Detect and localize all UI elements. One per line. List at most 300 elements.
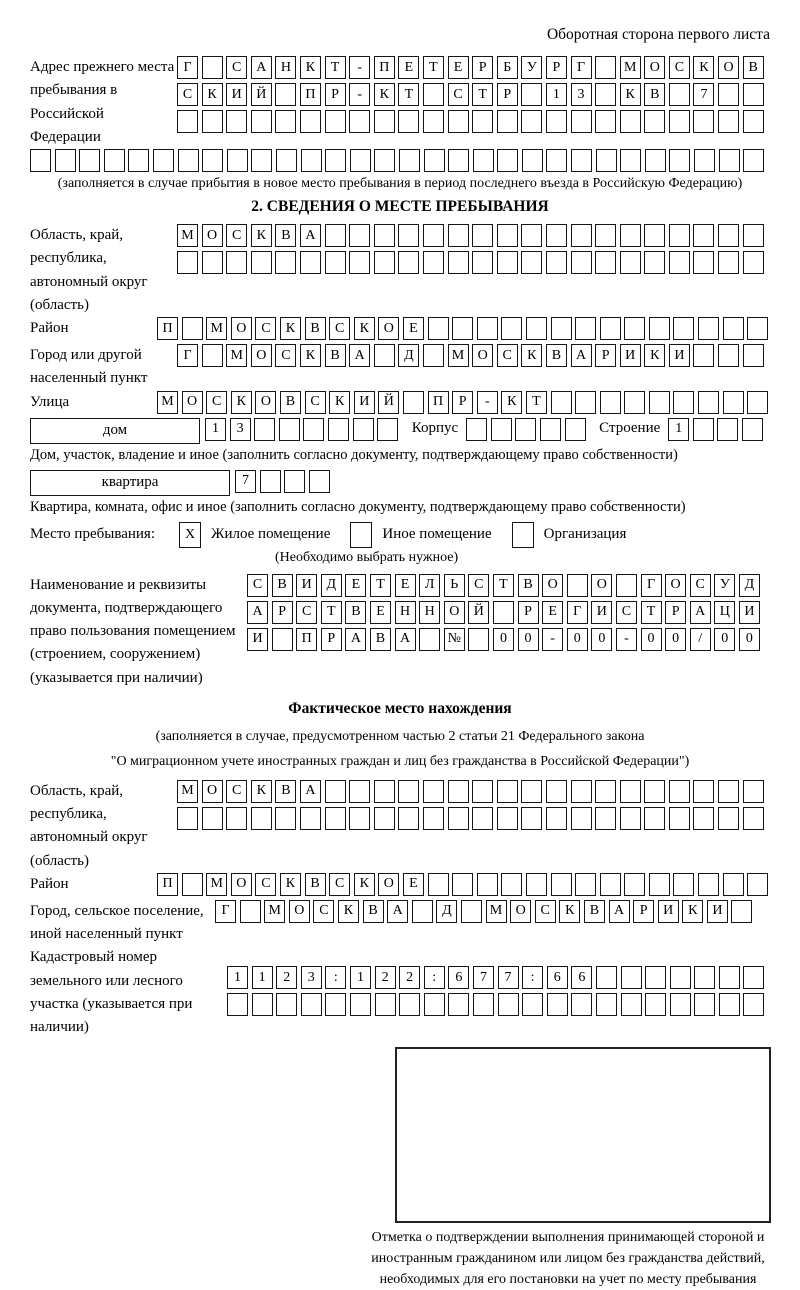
char-box[interactable]	[202, 149, 223, 172]
char-box[interactable]: О	[251, 344, 272, 367]
char-box[interactable]	[497, 807, 518, 830]
char-box[interactable]: Г	[215, 900, 236, 923]
char-box[interactable]	[742, 418, 763, 441]
char-box[interactable]: Г	[177, 56, 198, 79]
char-box[interactable]	[546, 807, 567, 830]
char-box[interactable]	[497, 251, 518, 274]
char-box[interactable]: Р	[518, 601, 539, 624]
char-box[interactable]	[571, 149, 592, 172]
char-box[interactable]: В	[305, 317, 326, 340]
char-box[interactable]: К	[501, 391, 522, 414]
char-box[interactable]	[55, 149, 76, 172]
char-box[interactable]: К	[354, 317, 375, 340]
char-box[interactable]	[497, 224, 518, 247]
char-box[interactable]: Р	[321, 628, 342, 651]
char-box[interactable]: К	[693, 56, 714, 79]
char-box[interactable]: 3	[301, 966, 322, 989]
char-box[interactable]	[624, 317, 645, 340]
char-box[interactable]	[547, 993, 568, 1016]
char-box[interactable]: М	[177, 780, 198, 803]
char-box[interactable]: О	[510, 900, 531, 923]
char-box[interactable]	[718, 224, 739, 247]
char-box[interactable]	[719, 966, 740, 989]
char-box[interactable]: О	[542, 574, 563, 597]
char-box[interactable]	[424, 993, 445, 1016]
char-box[interactable]: А	[345, 628, 366, 651]
char-box[interactable]	[624, 391, 645, 414]
char-box[interactable]	[546, 110, 567, 133]
char-box[interactable]	[620, 780, 641, 803]
char-box[interactable]: 0	[591, 628, 612, 651]
char-box[interactable]	[466, 418, 487, 441]
char-box[interactable]: У	[714, 574, 735, 597]
char-box[interactable]	[423, 344, 444, 367]
char-box[interactable]: 1	[546, 83, 567, 106]
char-box[interactable]	[497, 110, 518, 133]
char-box[interactable]	[565, 418, 586, 441]
char-box[interactable]	[424, 149, 445, 172]
char-box[interactable]	[540, 418, 561, 441]
char-box[interactable]	[448, 110, 469, 133]
char-box[interactable]	[497, 149, 518, 172]
char-box[interactable]: Р	[452, 391, 473, 414]
char-box[interactable]	[571, 110, 592, 133]
char-box[interactable]: С	[296, 601, 317, 624]
char-box[interactable]: П	[157, 873, 178, 896]
char-box[interactable]: 6	[448, 966, 469, 989]
char-box[interactable]	[30, 149, 51, 172]
char-box[interactable]: :	[424, 966, 445, 989]
char-box[interactable]	[300, 807, 321, 830]
char-box[interactable]: С	[690, 574, 711, 597]
char-box[interactable]: 0	[567, 628, 588, 651]
char-box[interactable]: Л	[419, 574, 440, 597]
char-box[interactable]	[645, 149, 666, 172]
char-box[interactable]: С	[448, 83, 469, 106]
char-box[interactable]	[747, 317, 768, 340]
char-box[interactable]: В	[345, 601, 366, 624]
char-box[interactable]	[620, 224, 641, 247]
char-box[interactable]: А	[300, 780, 321, 803]
char-box[interactable]: П	[157, 317, 178, 340]
char-box[interactable]	[669, 224, 690, 247]
char-box[interactable]	[526, 317, 547, 340]
char-box[interactable]: №	[444, 628, 465, 651]
char-box[interactable]	[374, 344, 395, 367]
char-box[interactable]: О	[231, 873, 252, 896]
char-box[interactable]	[325, 224, 346, 247]
char-box[interactable]	[301, 993, 322, 1016]
char-box[interactable]	[571, 780, 592, 803]
char-box[interactable]	[461, 900, 482, 923]
char-box[interactable]: -	[349, 83, 370, 106]
char-box[interactable]	[719, 993, 740, 1016]
char-box[interactable]	[673, 317, 694, 340]
char-box[interactable]: -	[542, 628, 563, 651]
char-box[interactable]	[743, 807, 764, 830]
char-box[interactable]	[644, 780, 665, 803]
char-box[interactable]: В	[325, 344, 346, 367]
char-box[interactable]	[546, 224, 567, 247]
char-box[interactable]: К	[620, 83, 641, 106]
char-box[interactable]	[472, 807, 493, 830]
char-box[interactable]: В	[275, 780, 296, 803]
char-box[interactable]	[693, 807, 714, 830]
char-box[interactable]	[227, 149, 248, 172]
char-box[interactable]: 2	[399, 966, 420, 989]
char-box[interactable]	[567, 574, 588, 597]
char-box[interactable]: М	[206, 317, 227, 340]
char-box[interactable]: В	[272, 574, 293, 597]
char-box[interactable]	[251, 110, 272, 133]
char-box[interactable]	[448, 149, 469, 172]
char-box[interactable]	[718, 780, 739, 803]
char-box[interactable]: С	[247, 574, 268, 597]
char-box[interactable]	[595, 224, 616, 247]
char-box[interactable]	[350, 993, 371, 1016]
char-box[interactable]	[747, 391, 768, 414]
char-box[interactable]	[620, 807, 641, 830]
char-box[interactable]: К	[374, 83, 395, 106]
char-box[interactable]: Д	[739, 574, 760, 597]
char-box[interactable]: В	[275, 224, 296, 247]
char-box[interactable]	[448, 807, 469, 830]
char-box[interactable]	[423, 83, 444, 106]
char-box[interactable]: В	[743, 56, 764, 79]
char-box[interactable]: И	[247, 628, 268, 651]
char-box[interactable]	[571, 807, 592, 830]
char-box[interactable]	[595, 56, 616, 79]
char-box[interactable]	[501, 317, 522, 340]
char-box[interactable]: 1	[252, 966, 273, 989]
char-box[interactable]: М	[486, 900, 507, 923]
char-box[interactable]	[177, 807, 198, 830]
char-box[interactable]: :	[522, 966, 543, 989]
char-box[interactable]	[723, 391, 744, 414]
char-box[interactable]: О	[255, 391, 276, 414]
char-box[interactable]	[276, 149, 297, 172]
char-box[interactable]	[698, 317, 719, 340]
char-box[interactable]	[673, 873, 694, 896]
char-box[interactable]	[698, 873, 719, 896]
char-box[interactable]: Р	[472, 56, 493, 79]
char-box[interactable]	[177, 110, 198, 133]
char-box[interactable]: С	[669, 56, 690, 79]
char-box[interactable]	[719, 149, 740, 172]
char-box[interactable]: О	[665, 574, 686, 597]
char-box[interactable]: М	[226, 344, 247, 367]
char-box[interactable]: В	[584, 900, 605, 923]
char-box[interactable]: И	[226, 83, 247, 106]
char-box[interactable]	[374, 224, 395, 247]
char-box[interactable]: -	[349, 56, 370, 79]
char-box[interactable]	[723, 317, 744, 340]
char-box[interactable]: 1	[350, 966, 371, 989]
char-box[interactable]: С	[313, 900, 334, 923]
char-box[interactable]	[153, 149, 174, 172]
char-box[interactable]: 0	[493, 628, 514, 651]
char-box[interactable]: А	[247, 601, 268, 624]
stay-type-checkbox-other[interactable]	[350, 522, 372, 548]
char-box[interactable]	[624, 873, 645, 896]
char-box[interactable]: 7	[473, 966, 494, 989]
char-box[interactable]	[104, 149, 125, 172]
char-box[interactable]	[718, 344, 739, 367]
char-box[interactable]	[743, 344, 764, 367]
char-box[interactable]	[693, 780, 714, 803]
char-box[interactable]	[595, 780, 616, 803]
char-box[interactable]: А	[571, 344, 592, 367]
char-box[interactable]: В	[280, 391, 301, 414]
char-box[interactable]	[398, 780, 419, 803]
char-box[interactable]	[693, 110, 714, 133]
char-box[interactable]: М	[177, 224, 198, 247]
char-box[interactable]	[620, 251, 641, 274]
char-box[interactable]: О	[591, 574, 612, 597]
char-box[interactable]: 2	[276, 966, 297, 989]
char-box[interactable]	[731, 900, 752, 923]
char-box[interactable]	[669, 251, 690, 274]
char-box[interactable]	[226, 110, 247, 133]
char-box[interactable]	[375, 993, 396, 1016]
char-box[interactable]: А	[251, 56, 272, 79]
char-box[interactable]: Д	[398, 344, 419, 367]
char-box[interactable]	[694, 993, 715, 1016]
char-box[interactable]	[595, 110, 616, 133]
char-box[interactable]: С	[468, 574, 489, 597]
char-box[interactable]	[498, 993, 519, 1016]
char-box[interactable]: Е	[370, 601, 391, 624]
char-box[interactable]	[698, 391, 719, 414]
char-box[interactable]	[595, 83, 616, 106]
char-box[interactable]	[522, 149, 543, 172]
char-box[interactable]: П	[300, 83, 321, 106]
char-box[interactable]	[240, 900, 261, 923]
char-box[interactable]	[616, 574, 637, 597]
char-box[interactable]: 1	[205, 418, 226, 441]
char-box[interactable]	[202, 56, 223, 79]
char-box[interactable]	[301, 149, 322, 172]
char-box[interactable]: К	[644, 344, 665, 367]
char-box[interactable]: Н	[419, 601, 440, 624]
char-box[interactable]: И	[591, 601, 612, 624]
char-box[interactable]: Т	[325, 56, 346, 79]
char-box[interactable]	[472, 110, 493, 133]
char-box[interactable]: 2	[375, 966, 396, 989]
stay-type-checkbox-residential[interactable]: X	[179, 522, 201, 548]
char-box[interactable]	[349, 224, 370, 247]
char-box[interactable]: О	[472, 344, 493, 367]
char-box[interactable]: :	[325, 966, 346, 989]
char-box[interactable]: А	[395, 628, 416, 651]
char-box[interactable]: К	[682, 900, 703, 923]
char-box[interactable]: К	[231, 391, 252, 414]
char-box[interactable]: Й	[251, 83, 272, 106]
char-box[interactable]	[325, 251, 346, 274]
char-box[interactable]	[694, 966, 715, 989]
char-box[interactable]: И	[620, 344, 641, 367]
char-box[interactable]	[177, 251, 198, 274]
house-field-label-box[interactable]: дом	[30, 418, 200, 444]
char-box[interactable]: С	[616, 601, 637, 624]
char-box[interactable]: В	[644, 83, 665, 106]
char-box[interactable]	[423, 807, 444, 830]
char-box[interactable]	[472, 224, 493, 247]
char-box[interactable]: В	[518, 574, 539, 597]
char-box[interactable]	[645, 966, 666, 989]
char-box[interactable]: О	[182, 391, 203, 414]
char-box[interactable]	[595, 807, 616, 830]
char-box[interactable]: 7	[693, 83, 714, 106]
char-box[interactable]	[300, 251, 321, 274]
char-box[interactable]	[649, 391, 670, 414]
char-box[interactable]	[226, 807, 247, 830]
char-box[interactable]	[128, 149, 149, 172]
char-box[interactable]: И	[296, 574, 317, 597]
char-box[interactable]: С	[226, 224, 247, 247]
char-box[interactable]	[718, 807, 739, 830]
char-box[interactable]: Т	[641, 601, 662, 624]
char-box[interactable]: О	[231, 317, 252, 340]
char-box[interactable]	[644, 251, 665, 274]
char-box[interactable]	[428, 873, 449, 896]
char-box[interactable]	[491, 418, 512, 441]
char-box[interactable]	[398, 251, 419, 274]
char-box[interactable]: В	[305, 873, 326, 896]
char-box[interactable]	[328, 418, 349, 441]
char-box[interactable]	[260, 470, 281, 493]
char-box[interactable]: 0	[641, 628, 662, 651]
char-box[interactable]	[374, 149, 395, 172]
char-box[interactable]	[374, 807, 395, 830]
char-box[interactable]: 7	[498, 966, 519, 989]
char-box[interactable]	[596, 993, 617, 1016]
char-box[interactable]: О	[378, 317, 399, 340]
char-box[interactable]: Т	[526, 391, 547, 414]
char-box[interactable]	[472, 251, 493, 274]
char-box[interactable]	[374, 251, 395, 274]
char-box[interactable]	[546, 251, 567, 274]
char-box[interactable]: 0	[665, 628, 686, 651]
char-box[interactable]	[353, 418, 374, 441]
char-box[interactable]: Р	[272, 601, 293, 624]
char-box[interactable]: Г	[567, 601, 588, 624]
char-box[interactable]	[275, 110, 296, 133]
char-box[interactable]: В	[370, 628, 391, 651]
char-box[interactable]: Е	[403, 317, 424, 340]
char-box[interactable]	[272, 628, 293, 651]
char-box[interactable]	[423, 224, 444, 247]
char-box[interactable]: К	[521, 344, 542, 367]
char-box[interactable]: /	[690, 628, 711, 651]
char-box[interactable]	[202, 807, 223, 830]
char-box[interactable]	[374, 110, 395, 133]
char-box[interactable]: С	[329, 317, 350, 340]
char-box[interactable]	[423, 780, 444, 803]
char-box[interactable]	[644, 224, 665, 247]
char-box[interactable]: -	[616, 628, 637, 651]
char-box[interactable]	[670, 993, 691, 1016]
char-box[interactable]	[251, 149, 272, 172]
char-box[interactable]: М	[448, 344, 469, 367]
char-box[interactable]: М	[264, 900, 285, 923]
char-box[interactable]: В	[363, 900, 384, 923]
char-box[interactable]	[693, 344, 714, 367]
char-box[interactable]	[743, 110, 764, 133]
char-box[interactable]: Р	[665, 601, 686, 624]
char-box[interactable]: Р	[595, 344, 616, 367]
char-box[interactable]: С	[177, 83, 198, 106]
char-box[interactable]	[743, 966, 764, 989]
char-box[interactable]: Е	[542, 601, 563, 624]
char-box[interactable]	[493, 601, 514, 624]
char-box[interactable]	[178, 149, 199, 172]
char-box[interactable]	[501, 873, 522, 896]
char-box[interactable]	[477, 873, 498, 896]
char-box[interactable]	[428, 317, 449, 340]
char-box[interactable]	[325, 110, 346, 133]
char-box[interactable]	[412, 900, 433, 923]
char-box[interactable]	[403, 391, 424, 414]
char-box[interactable]	[595, 251, 616, 274]
char-box[interactable]: Г	[571, 56, 592, 79]
char-box[interactable]	[673, 391, 694, 414]
char-box[interactable]: К	[280, 873, 301, 896]
char-box[interactable]	[600, 391, 621, 414]
char-box[interactable]	[669, 83, 690, 106]
char-box[interactable]: О	[289, 900, 310, 923]
char-box[interactable]	[202, 344, 223, 367]
char-box[interactable]	[551, 391, 572, 414]
char-box[interactable]: И	[354, 391, 375, 414]
char-box[interactable]	[349, 110, 370, 133]
char-box[interactable]	[718, 83, 739, 106]
char-box[interactable]: К	[202, 83, 223, 106]
char-box[interactable]: Е	[345, 574, 366, 597]
char-box[interactable]	[717, 418, 738, 441]
char-box[interactable]: Д	[436, 900, 457, 923]
char-box[interactable]	[694, 149, 715, 172]
char-box[interactable]: А	[349, 344, 370, 367]
char-box[interactable]	[743, 149, 764, 172]
char-box[interactable]	[309, 470, 330, 493]
char-box[interactable]: Н	[395, 601, 416, 624]
char-box[interactable]	[452, 873, 473, 896]
char-box[interactable]: К	[251, 224, 272, 247]
char-box[interactable]	[670, 966, 691, 989]
char-box[interactable]	[621, 966, 642, 989]
char-box[interactable]: К	[300, 56, 321, 79]
char-box[interactable]	[472, 780, 493, 803]
char-box[interactable]: О	[444, 601, 465, 624]
char-box[interactable]	[374, 780, 395, 803]
char-box[interactable]	[521, 780, 542, 803]
char-box[interactable]	[693, 418, 714, 441]
char-box[interactable]	[743, 83, 764, 106]
char-box[interactable]	[693, 224, 714, 247]
char-box[interactable]	[349, 807, 370, 830]
char-box[interactable]: М	[157, 391, 178, 414]
char-box[interactable]	[526, 873, 547, 896]
char-box[interactable]: И	[658, 900, 679, 923]
char-box[interactable]: С	[329, 873, 350, 896]
char-box[interactable]: 0	[714, 628, 735, 651]
char-box[interactable]: 6	[571, 966, 592, 989]
char-box[interactable]	[575, 317, 596, 340]
char-box[interactable]	[521, 110, 542, 133]
char-box[interactable]: Р	[633, 900, 654, 923]
char-box[interactable]	[620, 149, 641, 172]
